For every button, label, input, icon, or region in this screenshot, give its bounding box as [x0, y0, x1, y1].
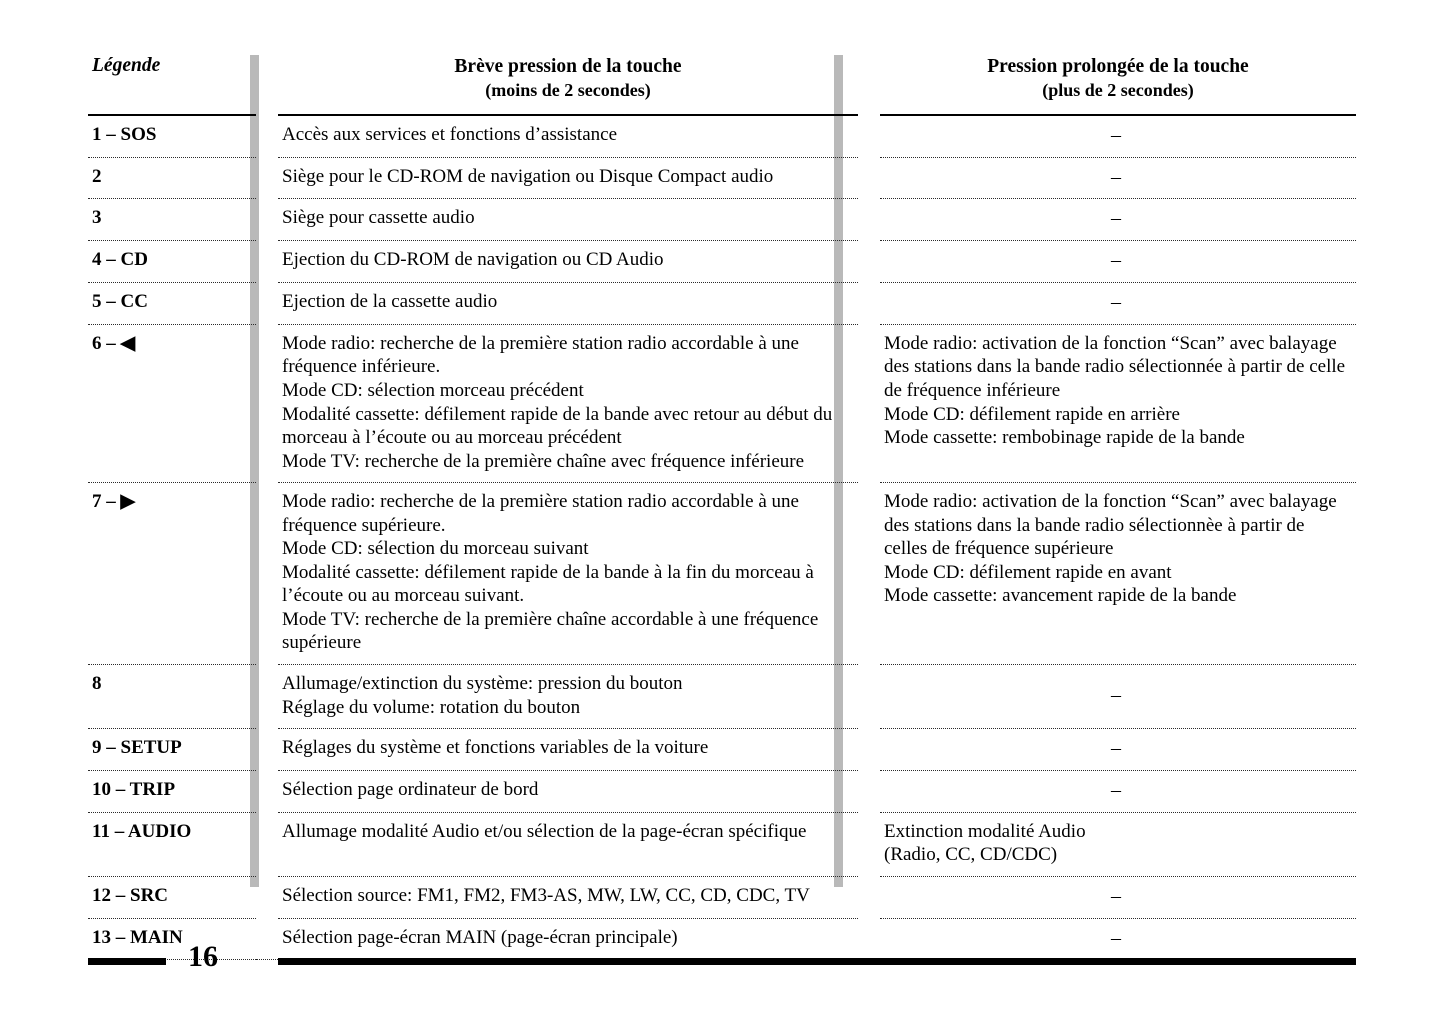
cell-brief-press: Siège pour le CD-ROM de navigation ou Disque Compact audio — [278, 157, 858, 199]
header-spacer-2 — [858, 55, 880, 114]
cell-long-press: – — [880, 115, 1356, 157]
cell-spacer-1 — [256, 324, 278, 482]
cell-long-press: – — [880, 241, 1356, 283]
cell-legend: 2 — [88, 157, 256, 199]
cell-spacer-1 — [256, 199, 278, 241]
cell-brief-press: Sélection source: FM1, FM2, FM3-AS, MW, LW, CC, CD, CDC, TV — [278, 876, 858, 918]
cell-spacer-1 — [256, 115, 278, 157]
cell-legend: 4 – CD — [88, 241, 256, 283]
table-row — [88, 664, 1356, 728]
table-row — [88, 483, 1356, 665]
cell-spacer-1 — [256, 812, 278, 876]
cell-legend: 6 – ◀ — [88, 324, 256, 482]
cell-long-press: – — [880, 876, 1356, 918]
cell-spacer-1 — [256, 770, 278, 812]
page-number: 16 — [188, 940, 218, 973]
table-row — [88, 115, 1356, 157]
cell-spacer-2 — [858, 664, 880, 728]
header-long-press-sub: (plus de 2 secondes) — [1042, 80, 1194, 101]
cell-long-press: – — [880, 770, 1356, 812]
cell-legend: 3 — [88, 199, 256, 241]
table-row — [88, 324, 1356, 482]
cell-legend: 8 — [88, 664, 256, 728]
cell-spacer-2 — [858, 283, 880, 325]
cell-spacer-2 — [858, 812, 880, 876]
cell-spacer-1 — [256, 483, 278, 665]
cell-brief-press: Allumage modalité Audio et/ou sélection de la page-écran spécifique — [278, 812, 858, 876]
cell-legend: 1 – SOS — [88, 115, 256, 157]
table-row — [88, 283, 1356, 325]
cell-legend: 10 – TRIP — [88, 770, 256, 812]
cell-spacer-2 — [858, 115, 880, 157]
table-row — [88, 157, 1356, 199]
page-footer — [88, 940, 1356, 978]
cell-brief-press: Sélection page-écran MAIN (page-écran principale) — [278, 918, 858, 960]
cell-brief-press: Ejection du CD-ROM de navigation ou CD Audio — [278, 241, 858, 283]
cell-spacer-1 — [256, 283, 278, 325]
header-brief-press — [278, 55, 858, 114]
table-row — [88, 770, 1356, 812]
cell-spacer-2 — [858, 241, 880, 283]
cell-spacer-2 — [858, 729, 880, 771]
cell-long-press: Mode radio: activation de la fonction “Scan” avec balayage des stations dans la bande radio sélectionnée à partir de celle de fréquence inférieure Mode CD: défilement rapide en arrière Mode cassette: rembobinage rapide de la bande — [880, 324, 1356, 482]
header-long-press-title: Pression prolongée de la touche — [987, 56, 1249, 77]
cell-brief-press: Allumage/extinction du système: pression du bouton Réglage du volume: rotation du bouton — [278, 664, 858, 728]
cell-legend: 12 – SRC — [88, 876, 256, 918]
cell-brief-press: Mode radio: recherche de la première station radio accordable à une fréquence supérieure. Mode CD: sélection du morceau suivant Modalité cassette: défilement rapide de la bande à la fin du morceau à l’écoute ou au morceau suivant. Mode TV: recherche de la première chaîne accordable à une fréquence supérieure — [278, 483, 858, 665]
header-brief-press-sub: (moins de 2 secondes) — [485, 80, 651, 101]
cell-brief-press: Réglages du système et fonctions variables de la voiture — [278, 729, 858, 771]
table-row — [88, 241, 1356, 283]
cell-spacer-2 — [858, 199, 880, 241]
cell-brief-press: Mode radio: recherche de la première station radio accordable à une fréquence inférieure. Mode CD: sélection morceau précédent Modalité cassette: défilement rapide de la bande avec retour au début du morceau à l’écoute ou au morceau précédent Mode TV: recherche de la première chaîne avec fréquence inférieure — [278, 324, 858, 482]
cell-long-press: – — [880, 664, 1356, 728]
header-legend: Légende — [92, 55, 161, 76]
cell-long-press: – — [880, 729, 1356, 771]
cell-brief-press: Siège pour cassette audio — [278, 199, 858, 241]
cell-legend: 9 – SETUP — [88, 729, 256, 771]
cell-spacer-1 — [256, 157, 278, 199]
legend-table-wrapper — [88, 55, 1356, 960]
cell-spacer-2 — [858, 876, 880, 918]
table-header — [88, 55, 1356, 115]
footer-rule-right — [278, 958, 1356, 965]
cell-legend: 13 – MAIN — [88, 918, 256, 960]
cell-long-press: Mode radio: activation de la fonction “Scan” avec balayage des stations dans la bande radio sélectionnèe à partir de celles de fréquence supérieure Mode CD: défilement rapide en avant Mode cassette: avancement rapide de la bande — [880, 483, 1356, 665]
footer-rule-left — [88, 958, 166, 965]
cell-spacer-2 — [858, 770, 880, 812]
cell-brief-press: Ejection de la cassette audio — [278, 283, 858, 325]
cell-brief-press: Sélection page ordinateur de bord — [278, 770, 858, 812]
cell-long-press: – — [880, 918, 1356, 960]
cell-legend: 7 – ▶ — [88, 483, 256, 665]
cell-long-press: – — [880, 157, 1356, 199]
cell-legend: 11 – AUDIO — [88, 812, 256, 876]
header-long-press — [880, 55, 1356, 114]
header-brief-press-title: Brève pression de la touche — [454, 56, 682, 77]
cell-spacer-1 — [256, 664, 278, 728]
table-row — [88, 729, 1356, 771]
cell-long-press: Extinction modalité Audio (Radio, CC, CD/CDC) — [880, 812, 1356, 876]
cell-spacer-1 — [256, 876, 278, 918]
cell-long-press: – — [880, 199, 1356, 241]
legend-table — [88, 55, 1356, 960]
cell-legend: 5 – CC — [88, 283, 256, 325]
cell-spacer-1 — [256, 729, 278, 771]
cell-spacer-2 — [858, 483, 880, 665]
cell-spacer-2 — [858, 157, 880, 199]
table-row — [88, 876, 1356, 918]
cell-brief-press: Accès aux services et fonctions d’assistance — [278, 115, 858, 157]
table-row — [88, 199, 1356, 241]
table-row — [88, 812, 1356, 876]
cell-spacer-1 — [256, 241, 278, 283]
cell-spacer-2 — [858, 324, 880, 482]
header-spacer-1 — [256, 55, 278, 114]
cell-long-press: – — [880, 283, 1356, 325]
table-body — [88, 115, 1356, 960]
